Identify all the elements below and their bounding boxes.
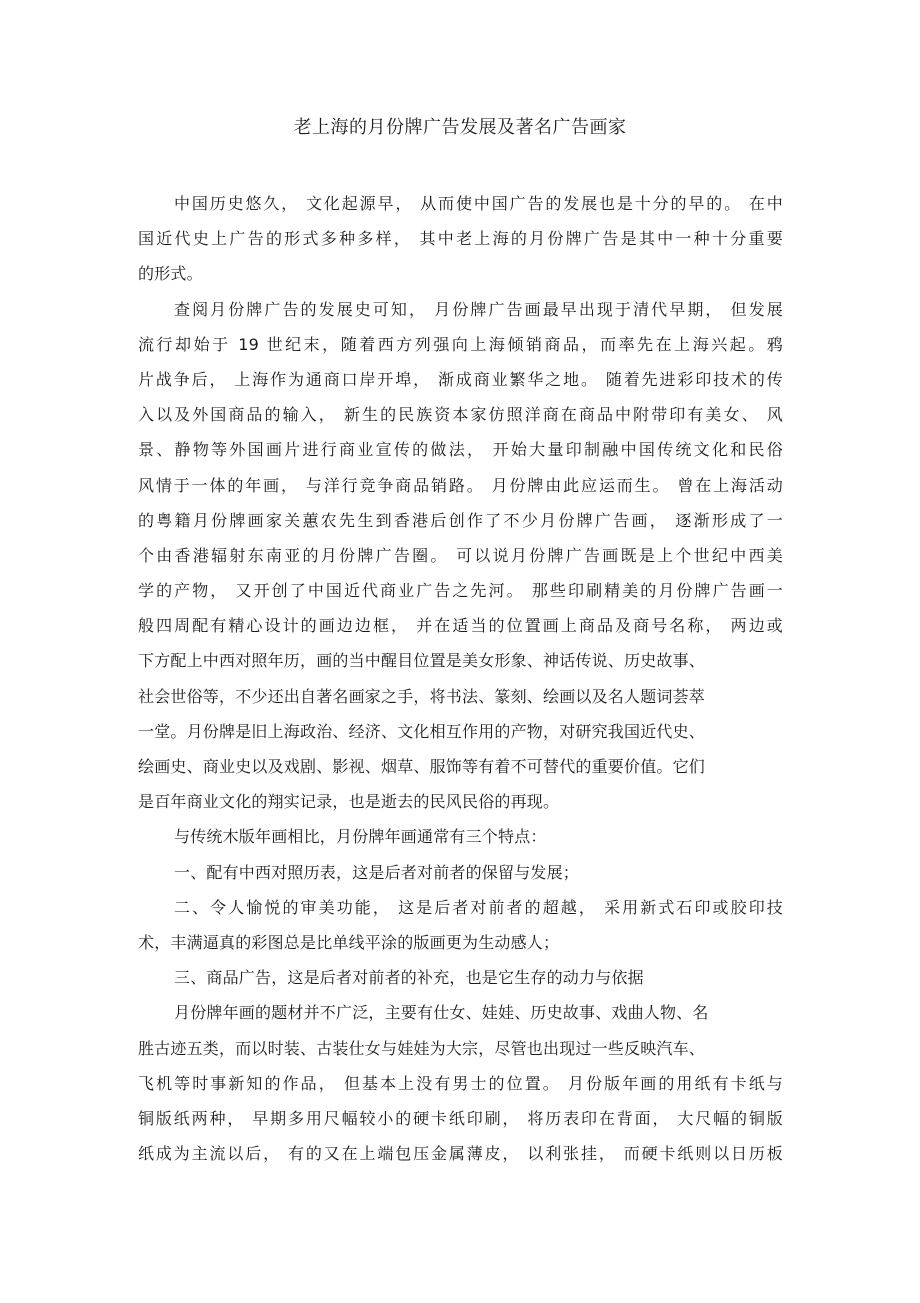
text-line: 术，丰满逼真的彩图总是比单线平涂的版画更为生动感人；: [138, 932, 560, 952]
text-line: 二、令人愉悦的审美功能， 这是后者对前者的超越， 采用新式石印或胶印技: [174, 897, 783, 917]
text-line: 风情于一体的年画， 与洋行竞争商品销路。 月份牌由此应运而生。 曾在上海活动: [138, 475, 783, 495]
text-line: 个由香港辐射东南亚的月份牌广告圈。 可以说月份牌广告画既是上个世纪中西美: [138, 545, 783, 565]
text-line: 铜版纸两种， 早期多用尺幅较小的硬卡纸印刷， 将历表印在背面， 大尺幅的铜版: [138, 1108, 783, 1128]
text-line: 与传统木版年画相比，月份牌年画通常有三个特点：: [174, 827, 547, 847]
text-line: 下方配上中西对照年历，画的当中醒目位置是美女形象、神话传说、历史故事、: [138, 651, 706, 671]
text-line: 飞机等时事新知的作品， 但基本上没有男士的位置。 月份版年画的用纸有卡纸与: [138, 1073, 783, 1093]
text-line: 是百年商业文化的翔实记录，也是逝去的民风民俗的再现。: [138, 792, 560, 812]
text-line: 一、配有中西对照历表，这是后者对前者的保留与发展；: [174, 862, 580, 882]
text-line: 入以及外国商品的输入， 新生的民族资本家仿照洋商在商品中附带印有美女、 风: [138, 405, 783, 425]
text-line: 三、商品广告，这是后者对前者的补充，也是它生存的动力与依据: [174, 968, 644, 988]
text-line: 绘画史、商业史以及戏剧、影视、烟草、服饰等有着不可替代的重要价值。它们: [138, 757, 706, 776]
text-line: 中国历史悠久， 文化起源早， 从而使中国广告的发展也是十分的早的。 在中: [174, 194, 783, 213]
text-line: 的形式。: [138, 264, 203, 284]
document-body: [138, 186, 783, 1171]
text-line: 片战争后， 上海作为通商口岸开埠， 渐成商业繁华之地。 随着先进彩印技术的传: [138, 369, 783, 389]
text-line: 一堂。月份牌是旧上海政治、经济、文化相互作用的产物，对研究我国近代史、: [138, 721, 706, 741]
text-line: 纸成为主流以后， 有的又在上端包压金属薄皮， 以利张挂， 而硬卡纸则以日历板: [138, 1144, 783, 1164]
text-line: 景、静物等外国画片进行商业宣传的做法， 开始大量印制融中国传统文化和民俗: [138, 440, 783, 460]
text-line: 查阅月份牌广告的发展史可知， 月份牌广告画最早出现于清代早期， 但发展: [174, 299, 783, 319]
text-line: 流行却始于 19 世纪末，随着西方列强向上海倾销商品，而率先在上海兴起。鸦: [138, 334, 783, 354]
text-line: 社会世俗等，不少还出自著名画家之手，将书法、篆刻、绘画以及名人题词荟萃: [138, 686, 706, 706]
text-line: 的粤籍月份牌画家关蕙农先生到香港后创作了不少月份牌广告画， 逐渐形成了一: [138, 510, 783, 530]
text-line: 般四周配有精心设计的画边边框， 并在适当的位置画上商品及商号名称， 两边或: [138, 616, 783, 636]
text-line: 学的产物， 又开创了中国近代商业广告之先河。 那些印刷精美的月份牌广告画一: [138, 581, 783, 601]
document-title: 老上海的月份牌广告发展及著名广告画家: [293, 117, 627, 138]
text-line: 月份牌年画的题材并不广泛，主要有仕女、娃娃、历史故事、戏曲人物、名: [174, 1003, 709, 1023]
text-line: 胜古迹五类，而以时装、古装仕女与娃娃为大宗，尽管也出现过一些反映汽车、: [138, 1038, 706, 1058]
text-line: 国近代史上广告的形式多种多样， 其中老上海的月份牌广告是其中一种十分重要: [138, 229, 783, 249]
